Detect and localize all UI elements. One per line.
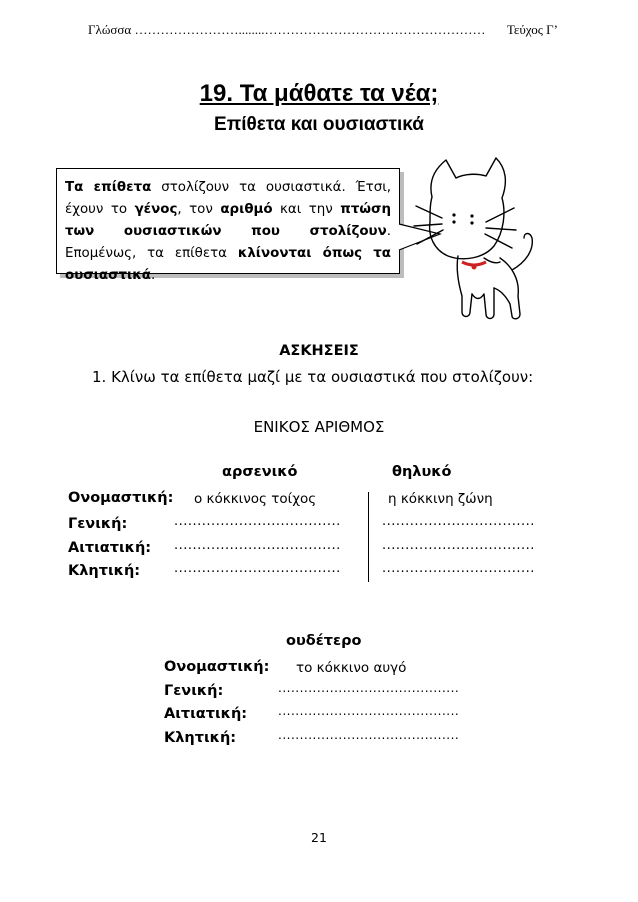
singular-heading: ΕΝΙΚΟΣ ΑΡΙΘΜΟΣ	[253, 418, 385, 436]
feminine-blank[interactable]: .................................	[382, 561, 535, 576]
info-text-5: αριθμό	[220, 202, 273, 217]
case-label: Αιτιατική:	[68, 540, 152, 556]
neuter-blank[interactable]: ..........................................	[278, 728, 460, 742]
info-text-10: .	[151, 268, 156, 283]
neuter-example: το κόκκινο αυγό	[296, 660, 407, 676]
lesson-title: 19. Τα μάθατε τα νέα;	[199, 80, 439, 107]
feminine-blank[interactable]: .................................	[382, 514, 535, 529]
cat-eye-left	[452, 213, 455, 216]
neuter-blank[interactable]: ..........................................	[278, 704, 460, 718]
info-text-6: και την	[272, 202, 341, 217]
info-text-1: Τα επίθετα	[65, 180, 152, 195]
neuter-blank[interactable]: ..........................................	[278, 681, 460, 695]
info-text-2: στολίζουν τα ουσιαστικά. Έτσι, έχουν το	[65, 180, 391, 217]
case-label: Ονομαστική:	[68, 490, 174, 506]
masculine-header: αρσενικό	[222, 464, 298, 480]
feminine-blank[interactable]: .................................	[382, 538, 535, 553]
column-divider	[368, 492, 369, 582]
case-label: Κλητική:	[164, 730, 237, 746]
exercise-instruction: 1. Κλίνω τα επίθετα μαζί με τα ουσιαστικά που στολίζουν:	[92, 368, 534, 386]
masculine-blank[interactable]: ....................................	[174, 538, 341, 553]
info-text-3: γένος	[134, 202, 178, 217]
header-left: Γλώσσα ……………………........……………………………………………	[88, 22, 486, 37]
bubble-tail	[399, 224, 440, 250]
case-label: Αιτιατική:	[164, 706, 248, 722]
info-text-4: , τον	[177, 202, 221, 217]
info-text-8: . Επομένως, τα επίθετα	[65, 224, 391, 261]
case-label: Ονομαστική:	[164, 659, 270, 675]
header-right: Τεύχος Γ’	[506, 22, 558, 37]
exercises-title: ΑΣΚΗΣΕΙΣ	[279, 343, 359, 359]
case-label: Γενική:	[164, 683, 224, 699]
page-number: 21	[311, 830, 327, 845]
lesson-subtitle: Επίθετα και ουσιαστικά	[214, 114, 424, 135]
info-text-7: πτώση των ουσιαστικών που στολίζουν	[65, 202, 391, 239]
masculine-blank[interactable]: ....................................	[174, 561, 341, 576]
cat-illustration	[0, 0, 638, 330]
case-label: Γενική:	[68, 516, 128, 532]
masculine-example: ο κόκκινος τοίχος	[194, 491, 317, 507]
masculine-blank[interactable]: ....................................	[174, 514, 341, 529]
neuter-header: ουδέτερο	[286, 633, 362, 649]
feminine-header: θηλυκό	[392, 464, 452, 480]
case-label: Κλητική:	[68, 563, 141, 579]
info-text-9: κλίνονται όπως τα ουσιαστικά	[65, 246, 392, 283]
cat-eye-right	[470, 214, 473, 217]
feminine-example: η κόκκινη ζώνη	[388, 491, 493, 507]
